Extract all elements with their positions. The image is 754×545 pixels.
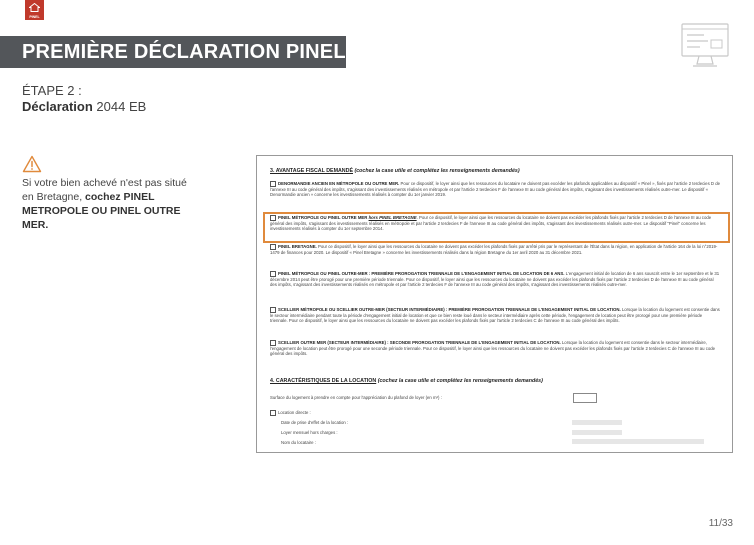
option-scellier-premiere-body: Lorsque la location du logement est consentie dans le secteur intermédiaire pendant toute la période d'engagement initial de location et que ce bien reste loué dans le secteur intermédiaire après cette période, l'engagement de location peut être prorogé pour une première période triennale. Pour ce dispositif, le loyer ainsi que les ressources du locataire ne doivent pas excéder les plafonds fixés par l'article 2 terdecies C de l'annexe III au code général des impôts. (270, 307, 720, 324)
surface-input[interactable] (573, 393, 597, 403)
step-subtitle (22, 99, 146, 115)
logo-text: PINEL (29, 15, 40, 19)
instruction-highlight: cochez PINEL METROPOLE OU PINEL OUTRE MER. (22, 191, 181, 231)
page-number: 11/33 (708, 518, 733, 529)
section-4-note: (cochez la case utile et complétez les renseignements demandés) (376, 378, 543, 384)
section-3-title (270, 168, 520, 174)
instruction-intro: Si votre bien achevé n'est pas situé en Bretagne, (22, 177, 187, 203)
tax-form-excerpt (256, 155, 733, 453)
option-scellier-premiere-title: SCELLIER MÉTROPOLE OU SCELLIER OUTRE-MER (SECTEUR INTERMÉDIAIRE) : PREMIÈRE PROROGATION TRIENNALE DE L'ENGAGEMENT INITIAL DE LOCATION. (278, 307, 621, 313)
date-effet-input[interactable] (572, 420, 622, 425)
option-pinel-metropole-title-underlined: hors PINEL BRETAGNE (368, 215, 417, 221)
nom-locataire-input[interactable] (572, 439, 704, 444)
option-scellier-premiere (270, 307, 720, 324)
option-scellier-seconde-body: Lorsque la location du logement est consentie dans le secteur intermédiaire, l'engagement de location peut être prorogé pour une seconde période triennale. Pour ce dispositif, le loyer ainsi que les ressources du locataire ne doivent pas excéder les plafonds fixés par l'article 2 terdecies C de l'annexe III au code général des impôts. (270, 340, 716, 357)
step-heading (22, 83, 146, 115)
option-pinel-bretagne-body: Pour ce dispositif, le loyer ainsi que les ressources du locataire ne doivent pas excéder les plafonds fixés par arrêté pris par le représentant de l'État dans la région, en application de l'article 164 de la loi n°2019-1479 de finances pour 2020. Le dispositif « Pinel Bretagne » concerne les investissements réalisés dans la région Bretagne du 1er avril 2020 au 31 décembre 2021. (270, 244, 718, 255)
computer-form-icon (680, 22, 732, 70)
checkbox-location-directe[interactable] (270, 410, 276, 416)
option-pinel-metropole (270, 215, 720, 232)
page-title: PREMIÈRE DÉCLARATION PINEL (22, 41, 346, 63)
instruction-text (22, 176, 192, 232)
option-pinel-prorogation (270, 271, 720, 288)
loyer-mensuel-label: Loyer mensuel hors charges : (281, 430, 338, 435)
location-directe-row (270, 410, 311, 416)
location-directe-label: Location directe : (278, 410, 311, 416)
loyer-mensuel-input[interactable] (572, 430, 622, 435)
option-scellier-seconde-title: SCELLIER OUTRE MER (SECTEUR INTERMÉDIAIRE) : SECONDE PROROGATION TRIENNALE DE L'ENGAGEMENT INITIAL DE LOCATION. (278, 340, 561, 346)
option-pinel-prorogation-body: L'engagement initial de location de 6 ans souscrit entre le 1er septembre et le 31 décembre 2014 peut être prorogé pour une première période triennale. Pour ce dispositif, le loyer ainsi que les ressources du locataire ne doivent pas excéder les plafonds fixés par l'article 2 terdecies D de l'annexe III au code général des impôts, s'agissant des investissements réalisés en métropole et par l'article 2 terdecies F de l'annexe III au code général des impôts, s'agissant des investissements réalisés outre-mer. (270, 271, 720, 288)
section-4-title (270, 378, 543, 384)
option-denormandie-body: Pour ce dispositif, le loyer ainsi que les ressources du locataire ne doivent pas excéder les plafonds applicables au dispositif « Pinel », fixés par l'article 2 terdecies D de l'annexe III au code général des impôts, s'agissant des investissements réalisés en métropole et par l'article 2 terdecies F de l'annexe III au code général des impôts, s'agissant des investissements réalisés outre-mer. Le dispositif « Denormandie ancien » concerne les investissements réalisés à compter du 1er janvier 2019. (270, 181, 720, 198)
section-3-note: (cochez la case utile et complétez les renseignements demandés) (353, 168, 520, 174)
step-subtitle-bold: Déclaration (22, 99, 93, 114)
date-effet-label: Date de prise d'effet de la location : (281, 420, 349, 425)
step-subtitle-rest: 2044 EB (92, 99, 147, 114)
option-scellier-seconde (270, 340, 720, 357)
option-pinel-bretagne-title: PINEL BRETAGNE. (278, 244, 317, 250)
section-3-heading: 3. AVANTAGE FISCAL DEMANDÉ (270, 168, 353, 174)
house-icon (29, 3, 40, 12)
surface-label: Surface du logement à prendre en compte pour l'appréciation du plafond de loyer (en m²) : (270, 395, 442, 400)
option-denormandie (270, 181, 720, 198)
pinel-logo (25, 0, 44, 20)
section-4-heading: 4. CARACTÉRISTIQUES DE LA LOCATION (270, 378, 377, 384)
title-bar (0, 36, 346, 68)
option-pinel-metropole-body: . Pour ce dispositif, le loyer ainsi que les ressources du locataire ne doivent pas excéder les plafonds fixés par l'article 2 terdecies D de l'annexe III au code général des impôts, s'agissant des investissements réalisés en métropole et par l'article 2 terdecies F de l'annexe III au code général des impôts, s'agissant des investissements réalisés outre-mer. Le dispositif "Pinel" concerne les investissements réalisés à compter du 1er septembre 2014. (270, 215, 712, 232)
warning-icon (22, 155, 42, 173)
option-pinel-metropole-title: PINEL MÉTROPOLE OU PINEL OUTRE MER (278, 215, 369, 221)
option-pinel-bretagne (270, 244, 720, 255)
nom-locataire-label: Nom du locataire : (281, 440, 316, 445)
step-number: ÉTAPE 2 : (22, 83, 82, 98)
option-denormandie-title: DENORMANDIE ANCIEN EN MÉTROPOLE OU OUTRE MER. (278, 181, 400, 187)
option-pinel-prorogation-title: PINEL MÉTROPOLE OU PINEL OUTRE-MER : PREMIÈRE PROROGATION TRIENNALE DE L'ENGAGEMENT INITIAL DE LOCATION DE 6 ANS. (278, 271, 565, 277)
